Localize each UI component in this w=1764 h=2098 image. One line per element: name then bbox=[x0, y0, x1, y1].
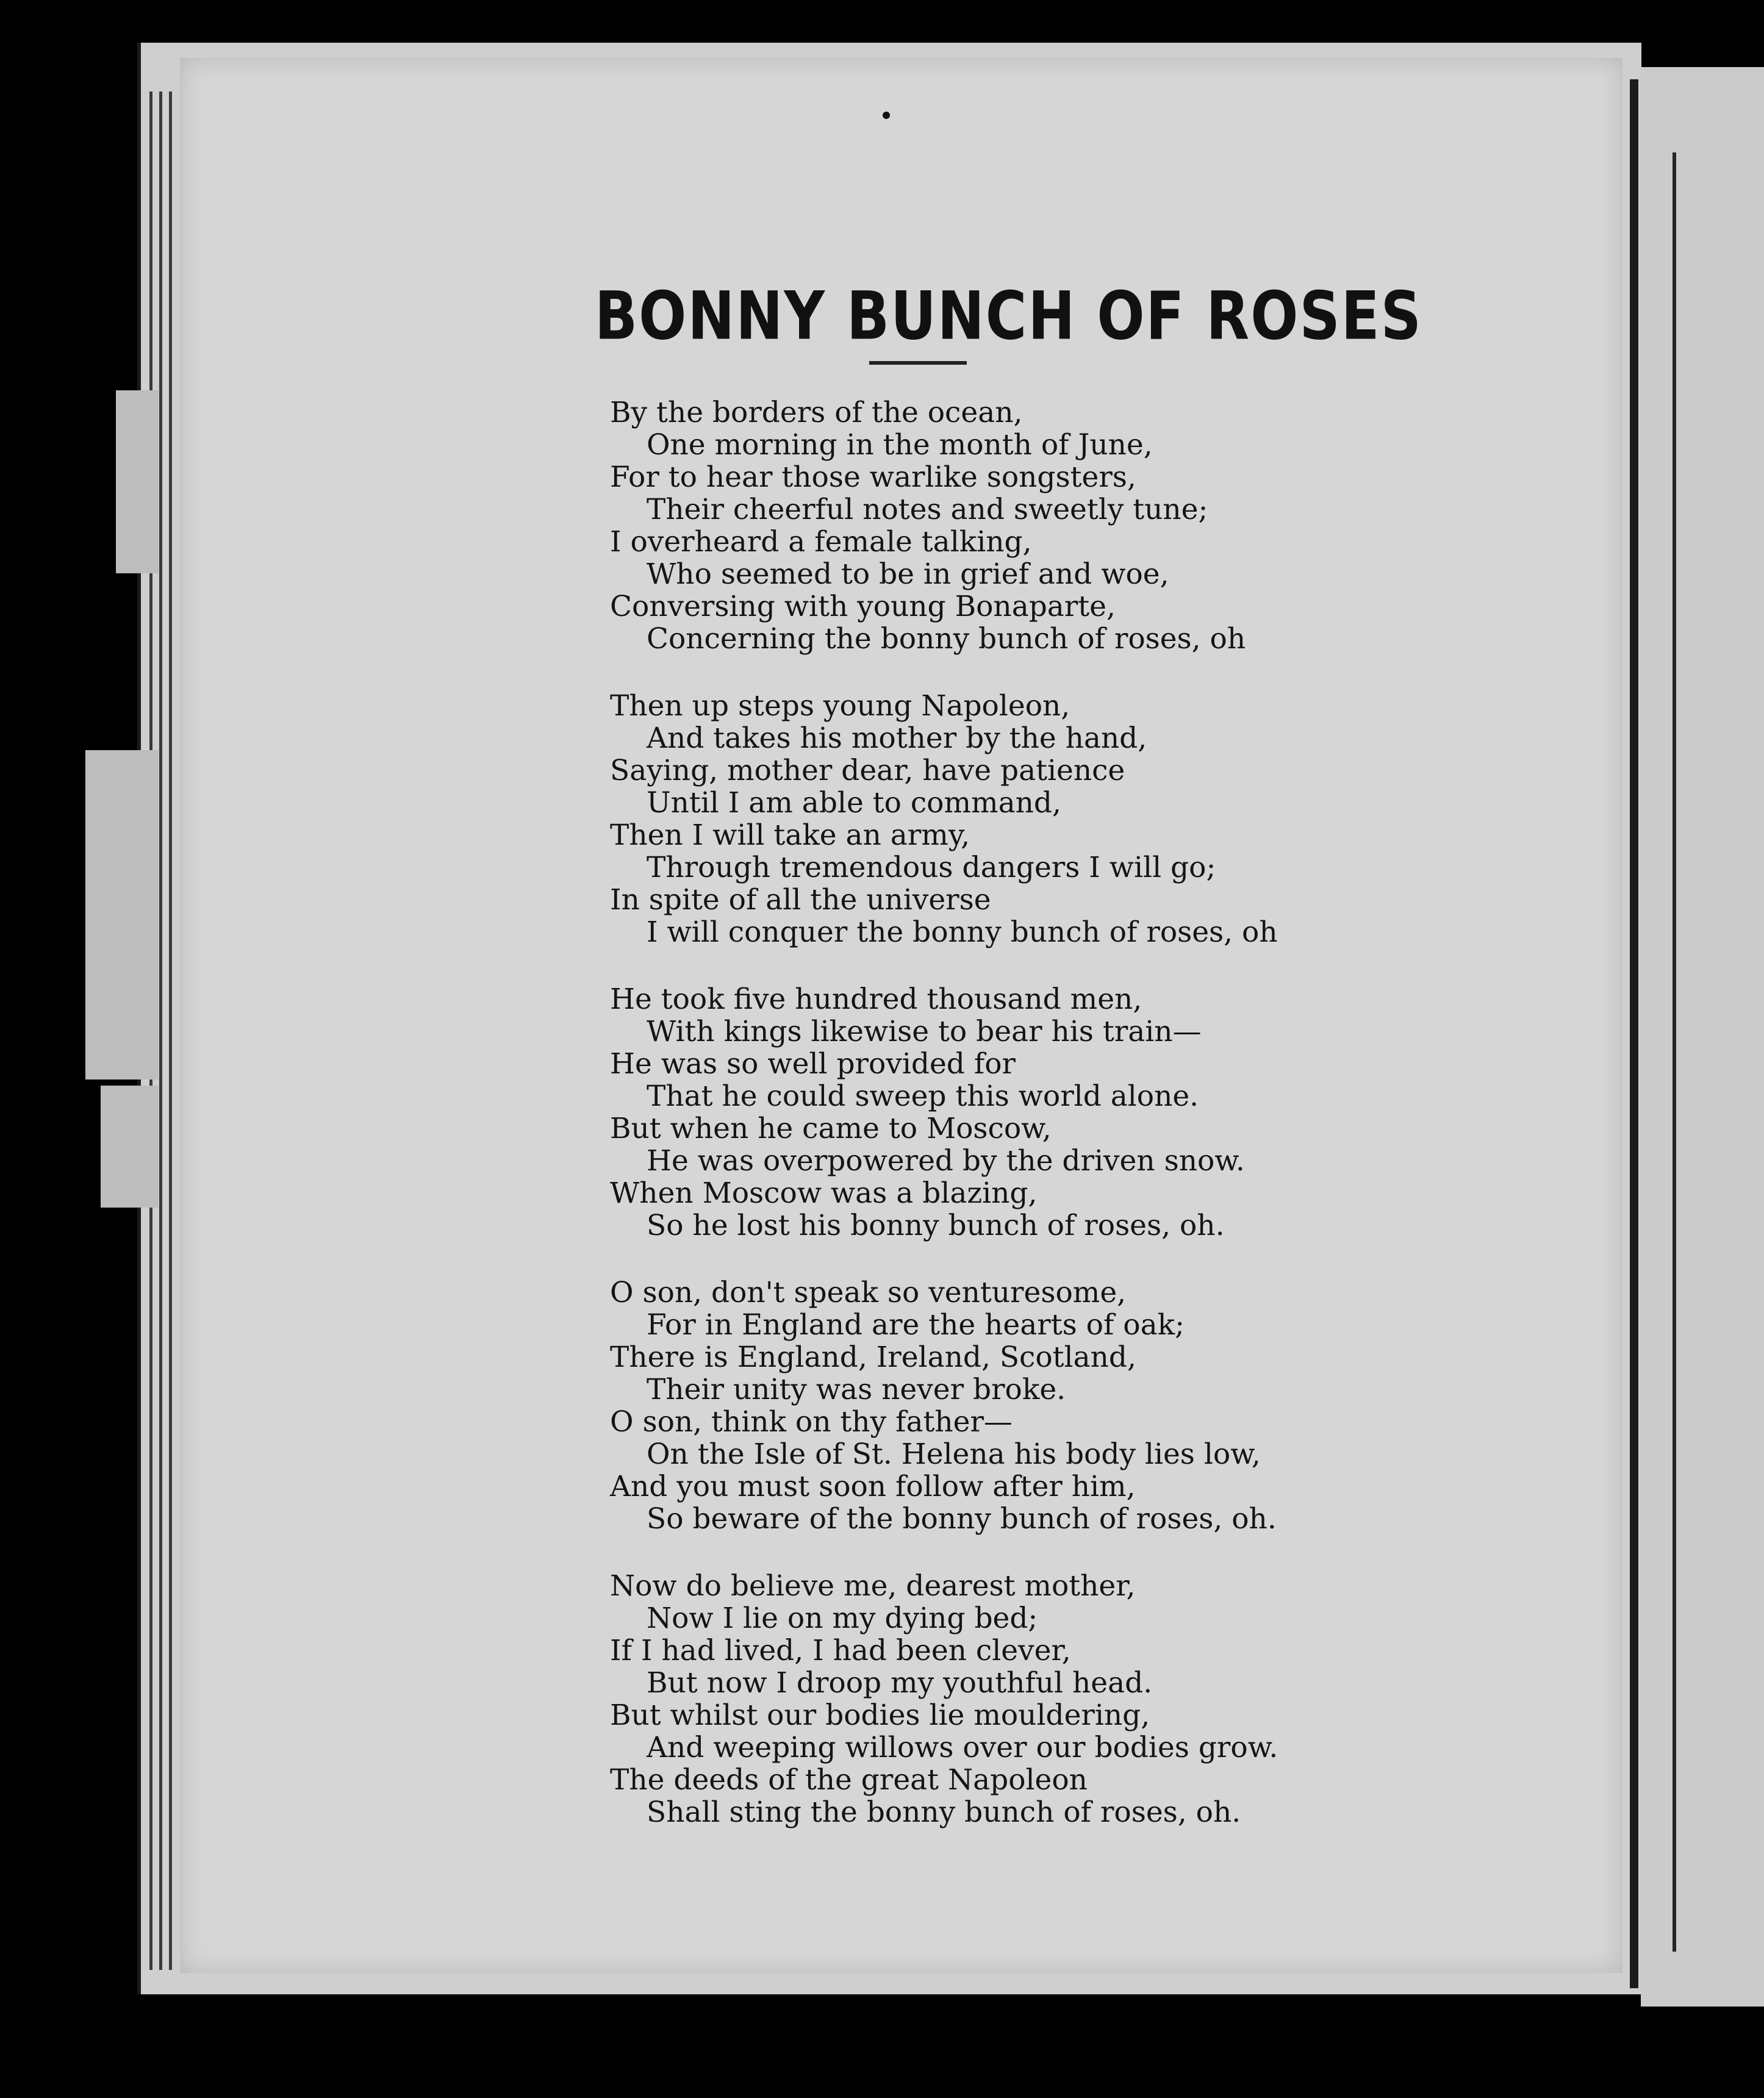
poem-line: I overheard a female talking, bbox=[610, 525, 1032, 559]
poem-line: And you must soon follow after him, bbox=[610, 1470, 1136, 1503]
poem-line: And weeping willows over our bodies grow. bbox=[647, 1731, 1278, 1764]
poem-line: So he lost his bonny bunch of roses, oh. bbox=[647, 1209, 1225, 1242]
poem-line: Concerning the bonny bunch of roses, oh bbox=[647, 622, 1246, 656]
torn-paper-scrap bbox=[101, 1086, 159, 1208]
poem-line: Then I will take an army, bbox=[610, 818, 970, 852]
poem-line: O son, think on thy father— bbox=[610, 1405, 1013, 1439]
ink-speck bbox=[883, 112, 890, 119]
title-rule bbox=[869, 361, 967, 365]
poem-line: Now do believe me, dearest mother, bbox=[610, 1569, 1136, 1603]
poem-line: Shall sting the bonny bunch of roses, oh. bbox=[647, 1795, 1241, 1829]
poem-line: One morning in the month of June, bbox=[647, 428, 1153, 462]
poem-line: In spite of all the universe bbox=[610, 883, 991, 917]
facing-page-edge bbox=[1673, 152, 1676, 1952]
poem-line: That he could sweep this world alone. bbox=[647, 1079, 1199, 1113]
poem-line: And takes his mother by the hand, bbox=[647, 721, 1147, 755]
poem-line: Conversing with young Bonaparte, bbox=[610, 590, 1116, 623]
poem-line: For to hear those warlike songsters, bbox=[610, 460, 1136, 494]
poem-line: Now I lie on my dying bed; bbox=[647, 1602, 1038, 1635]
stanza bbox=[610, 1570, 1379, 1828]
poem-line: By the borders of the ocean, bbox=[610, 396, 1023, 429]
poem-line: On the Isle of St. Helena his body lies low, bbox=[647, 1437, 1261, 1471]
poem-line: So beware of the bonny bunch of roses, oh. bbox=[647, 1502, 1277, 1536]
facing-page bbox=[1641, 67, 1764, 2007]
poem-line: But now I droop my youthful head. bbox=[647, 1666, 1153, 1700]
poem-line: If I had lived, I had been clever, bbox=[610, 1634, 1071, 1667]
stanza bbox=[610, 983, 1379, 1242]
poem-line: But when he came to Moscow, bbox=[610, 1112, 1052, 1145]
poem-line: But whilst our bodies lie mouldering, bbox=[610, 1699, 1150, 1732]
stanza bbox=[610, 396, 1379, 655]
poem-line: O son, don't speak so venturesome, bbox=[610, 1276, 1127, 1309]
torn-paper-scrap bbox=[85, 750, 159, 1079]
stanza bbox=[610, 690, 1379, 948]
poem-line: I will conquer the bonny bunch of roses, oh bbox=[647, 915, 1278, 949]
poem bbox=[610, 396, 1379, 1863]
poem-line: Saying, mother dear, have patience bbox=[610, 754, 1125, 787]
poem-line: He was so well provided for bbox=[610, 1047, 1016, 1081]
poem-line: Their cheerful notes and sweetly tune; bbox=[647, 493, 1208, 526]
torn-paper-scrap bbox=[116, 390, 159, 573]
poem-line: Who seemed to be in grief and woe, bbox=[647, 557, 1169, 591]
poem-line: With kings likewise to bear his train— bbox=[647, 1015, 1202, 1048]
poem-line: He was overpowered by the driven snow. bbox=[647, 1144, 1245, 1178]
poem-line: Their unity was never broke. bbox=[647, 1373, 1066, 1406]
poem-line: Through tremendous dangers I will go; bbox=[647, 851, 1216, 884]
poem-line: When Moscow was a blazing, bbox=[610, 1176, 1038, 1210]
poem-line: There is England, Ireland, Scotland, bbox=[610, 1341, 1136, 1374]
poem-line: Then up steps young Napoleon, bbox=[610, 689, 1070, 723]
book-gutter bbox=[1630, 79, 1638, 1988]
poem-line: He took five hundred thousand men, bbox=[610, 983, 1142, 1016]
page-title: BONNY BUNCH OF ROSES bbox=[595, 277, 1422, 355]
poem-line: For in England are the hearts of oak; bbox=[647, 1308, 1185, 1342]
poem-line: The deeds of the great Napoleon bbox=[610, 1763, 1088, 1797]
stanza bbox=[610, 1276, 1379, 1535]
poem-line: Until I am able to command, bbox=[647, 786, 1061, 820]
page-edge-line bbox=[159, 91, 162, 1970]
page-edge-line bbox=[169, 91, 172, 1970]
